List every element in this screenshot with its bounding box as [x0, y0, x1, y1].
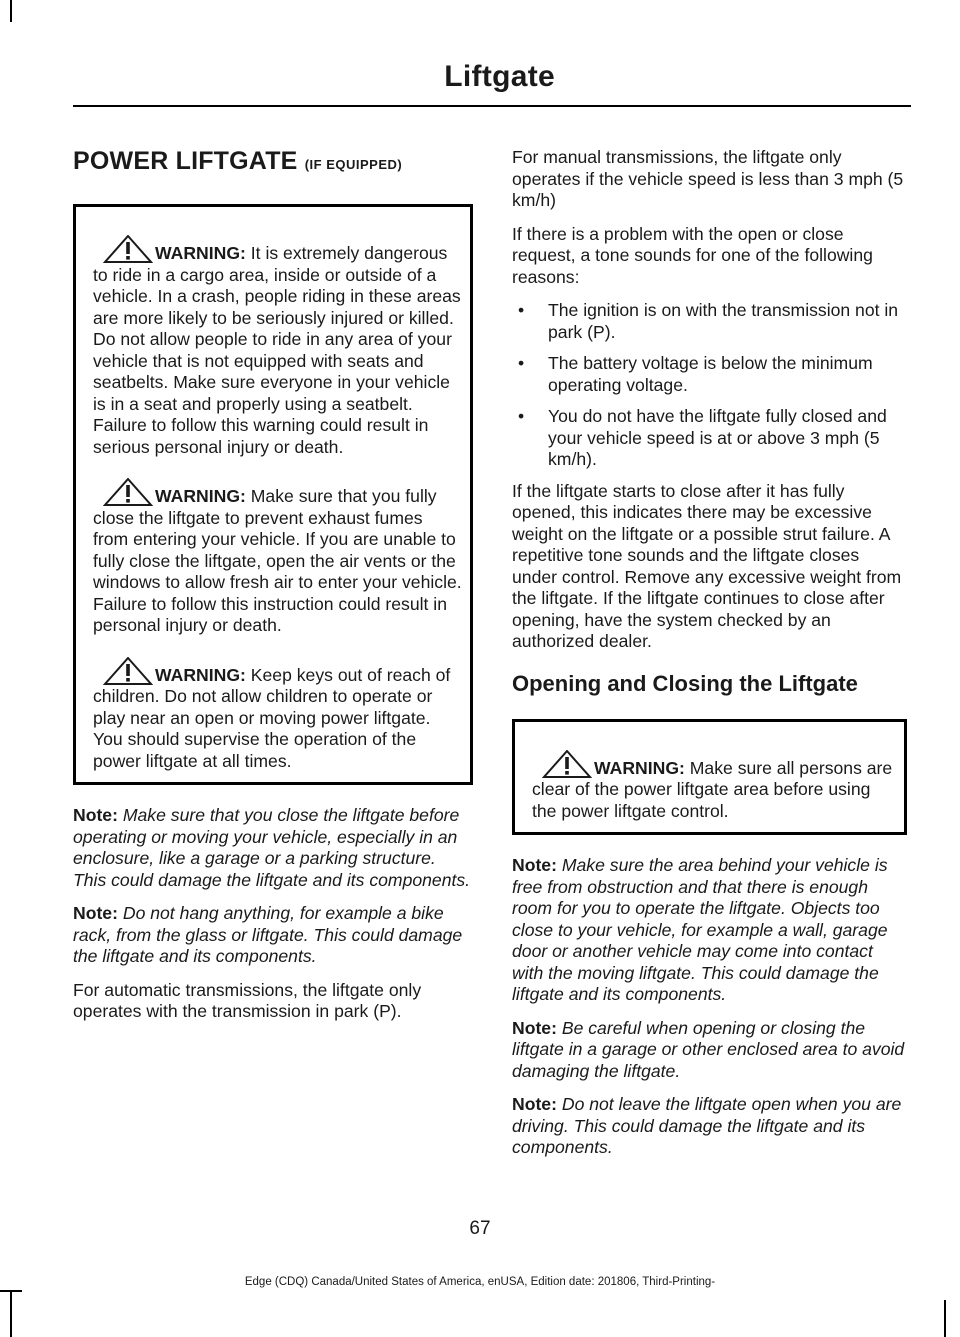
warning-triangle-icon — [542, 750, 592, 778]
warning-paragraph — [93, 657, 462, 773]
crop-mark-bottom-left — [10, 1290, 12, 1337]
note-text: Do not hang anything, for example a bike rack, from the glass or liftgate. This could damage the liftgate and its components. — [73, 903, 463, 966]
page-number: 67 — [469, 1218, 491, 1239]
warning-triangle-icon — [103, 235, 153, 263]
crop-mark-top-left — [10, 0, 12, 22]
section-heading-text: POWER LIFTGATE — [73, 147, 298, 175]
warning-box — [73, 204, 473, 785]
note-text: Be careful when opening or closing the liftgate in a garage or other enclosed area to avoid damaging the liftgate. — [512, 1017, 905, 1081]
body-paragraph: If there is a problem with the open or close request, a tone sounds for one of the following reasons: — [512, 223, 873, 287]
warning-text: It is extremely dangerous to ride in a cargo area, inside or outside of a vehicle. In a crash, people riding in these areas are more likely to be seriously injured or killed. Do not allow people to ride in any area of your vehicle that is not equipped with seats and seatbelts. Make sure everyone in your vehicle is in a seat and properly using a seatbelt. Failure to follow this warning could result in serious personal injury or death. — [93, 243, 461, 457]
left-column — [73, 147, 473, 1035]
note-label: Note: — [512, 1017, 557, 1038]
note-text: Make sure the area behind your vehicle is free from obstruction and that there is enough room for you to operate the liftgate. Objects too close to your vehicle, for example a wall, garage door or another vehicle may come into contact with the moving liftgate. This could damage the liftgate and its components. — [512, 855, 888, 1004]
note-text: Make sure that you close the liftgate before operating or moving your vehicle, especially in an enclosure, like a garage or a parking structure. This could damage the liftgate and its components. — [73, 805, 471, 890]
warning-text: Make sure that you fully close the liftgate to prevent exhaust fumes from entering your vehicle. If you are unable to fully close the liftgate, open the air vents or the windows to allow fresh air to enter your vehicle. Failure to follow this instruction could result in personal injury or death. — [93, 486, 462, 635]
reasons-list — [512, 300, 907, 471]
warning-text: Make sure all persons are clear of the power liftgate area before using the power liftgate control. — [532, 757, 893, 821]
warning-label: WARNING: — [155, 664, 246, 685]
warning-paragraph — [93, 478, 462, 637]
warning-triangle-icon — [103, 657, 153, 685]
list-item: • You do not have the liftgate fully closed and your vehicle speed is at or above 3 mph (5 km/h). — [512, 406, 907, 471]
body-paragraph: For manual transmissions, the liftgate only operates if the vehicle speed is less than 3 mph (5 km/h) — [512, 147, 904, 210]
footer-edition: Edge (CDQ) Canada/United States of America, enUSA, Edition date: 201806, Third-Printing- — [244, 1276, 716, 1288]
crop-mark-bottom-left-h — [0, 1290, 22, 1292]
note-paragraph — [512, 1094, 907, 1159]
note-paragraph — [73, 805, 473, 891]
header-rule — [73, 105, 911, 107]
note-label: Note: — [512, 1094, 557, 1114]
warning-paragraph — [93, 235, 462, 458]
warning-paragraph — [532, 750, 896, 823]
note-label: Note: — [73, 903, 118, 923]
warning-box — [512, 719, 907, 836]
body-paragraph: If the liftgate starts to close after it has fully opened, this indicates there may be excessive weight on the liftgate or a possible strut failure. A repetitive tone sounds and the liftgate closes under control. Remove any excessive weight from the liftgate. If the liftgate continues to close after opening, have the system checked by an authorized dealer. — [512, 480, 902, 651]
list-item: • The ignition is on with the transmission not in park (P). — [512, 300, 907, 343]
warning-text: Keep keys out of reach of children. Do not allow children to operate or play near an open or moving power liftgate. You should supervise the operation of the power liftgate at all times. — [93, 664, 451, 771]
section-heading — [73, 147, 473, 176]
note-paragraph — [512, 1018, 907, 1083]
note-text: Do not leave the liftgate open when you are driving. This could damage the liftgate and its components. — [512, 1094, 902, 1157]
body-paragraph: For automatic transmissions, the liftgate only operates with the transmission in park (P). — [73, 979, 422, 1021]
note-label: Note: — [73, 805, 118, 825]
section-heading-suffix: (IF EQUIPPED) — [304, 157, 403, 172]
list-item: • The battery voltage is below the minimum operating voltage. — [512, 353, 907, 396]
warning-label: WARNING: — [155, 486, 246, 506]
warning-label: WARNING: — [594, 757, 685, 778]
crop-mark-bottom-right — [944, 1300, 946, 1337]
subsection-heading: Opening and Closing the Liftgate — [512, 670, 858, 696]
note-label: Note: — [512, 855, 557, 875]
warning-label: WARNING: — [155, 243, 246, 263]
note-paragraph — [512, 855, 907, 1006]
right-column — [512, 147, 907, 1171]
warning-triangle-icon — [103, 478, 153, 506]
note-paragraph — [73, 903, 473, 968]
page-title: Liftgate — [444, 60, 555, 93]
